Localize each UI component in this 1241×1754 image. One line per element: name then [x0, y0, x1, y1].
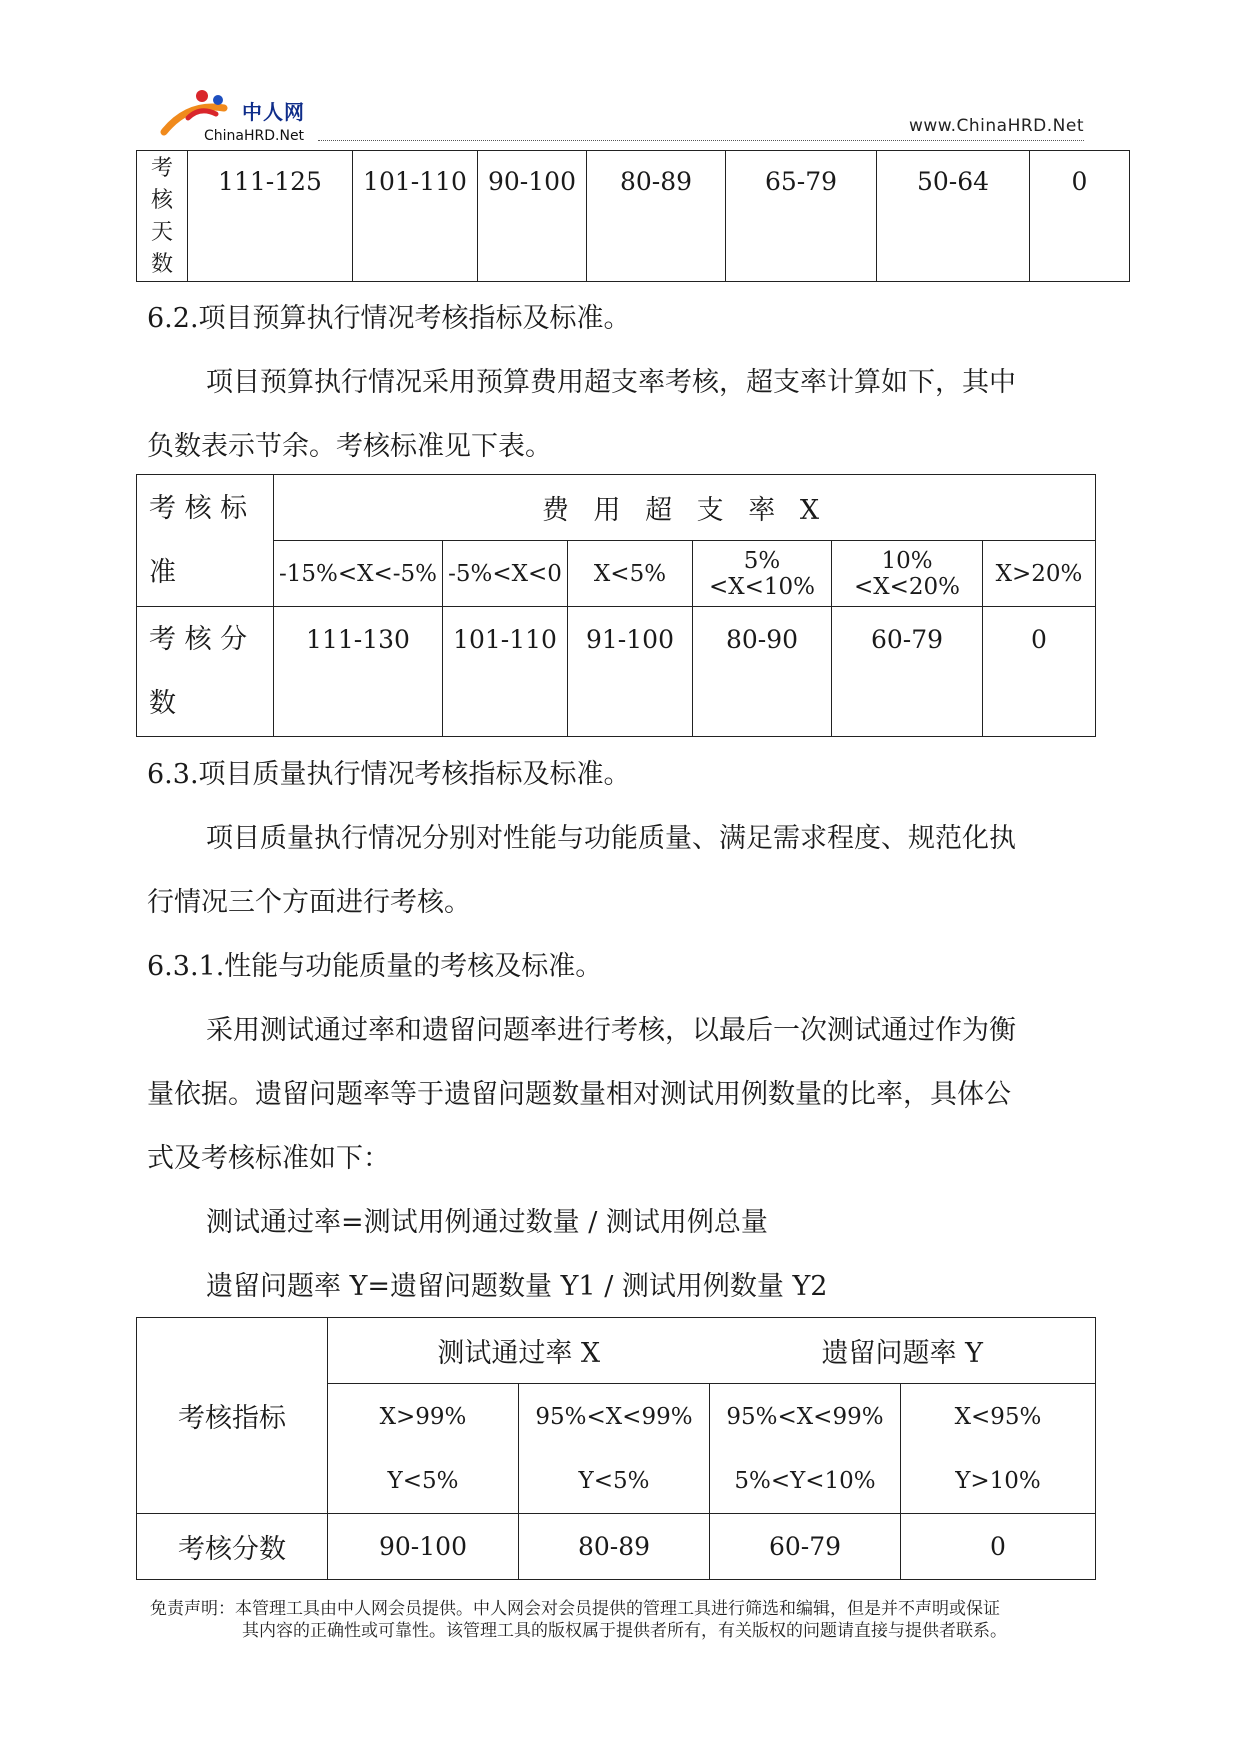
table-row [137, 151, 1130, 282]
cell-value: 101-110 [363, 167, 467, 196]
table-row [137, 541, 1096, 607]
disclaimer-footer [150, 1598, 1007, 1642]
cell-value: 90-100 [488, 167, 576, 196]
table-cell [901, 1514, 1096, 1580]
cell-value: 65-79 [764, 167, 838, 196]
range-value: 5%<X<10% [708, 547, 816, 600]
table-cell [568, 607, 693, 737]
x-range: X<95% [954, 1403, 1042, 1430]
y-range: Y<5% [578, 1467, 650, 1494]
table-cell [587, 151, 726, 282]
score-value: 0 [990, 1532, 1006, 1561]
table-cell [443, 607, 568, 737]
header-divider [318, 140, 1084, 141]
table-cell [693, 607, 832, 737]
y-range: Y>10% [955, 1467, 1041, 1494]
score-value: 80-90 [725, 625, 799, 654]
row-label: 考核天数 [150, 156, 173, 277]
logo-cn-text: 中人网 [242, 100, 305, 124]
header-y: 遗留问题率 Y [821, 1338, 983, 1369]
index-label-cell [137, 1318, 328, 1514]
header-x: 测试通过率 X [437, 1338, 601, 1369]
header-x-cell [328, 1318, 710, 1384]
table-cell [901, 1384, 1096, 1514]
score-value: 60-79 [768, 1532, 842, 1561]
table-cell [983, 541, 1096, 607]
cell-value: 0 [1071, 167, 1088, 196]
table-cell [710, 1384, 901, 1514]
cell-value: 111-125 [218, 167, 322, 196]
score-value: 91-100 [586, 625, 674, 654]
score-value: 60-79 [870, 625, 944, 654]
corner-label-line1: 考 核 标 [149, 492, 248, 524]
range-value: 10%<X<20% [853, 547, 961, 600]
table-cell [519, 1514, 710, 1580]
table-cell [443, 541, 568, 607]
cell-value: 80-89 [619, 167, 693, 196]
paragraph-line: 行情况三个方面进行考核。 [147, 887, 471, 918]
formula-defect-rate: 遗留问题率 Y=遗留问题数量 Y1 / 测试用例数量 Y2 [206, 1271, 828, 1302]
table-row [137, 1318, 1096, 1384]
table-cell [710, 1514, 901, 1580]
table-cell [519, 1384, 710, 1514]
page-header [148, 88, 1084, 144]
table-cell [693, 541, 832, 607]
range-value: -5%<X<0 [448, 560, 562, 587]
quality-score-table [136, 1317, 1096, 1580]
score-value: 0 [1031, 625, 1047, 654]
score-label-line1: 考 核 分 [149, 623, 248, 655]
chinahrd-logo [158, 88, 318, 144]
x-range: 95%<X<99% [726, 1403, 884, 1430]
table-cell [328, 1514, 519, 1580]
row-label-cell [137, 151, 188, 282]
score-value: 111-130 [306, 625, 410, 654]
section-heading-6-3-1: 6.3.1.性能与功能质量的考核及标准。 [147, 951, 603, 982]
disclaimer-line2: 其内容的正确性或可靠性。该管理工具的版权属于提供者所有，有关版权的问题请直接与提供者联系。 [242, 1621, 1007, 1641]
corner-cell [137, 475, 274, 607]
cell-value: 50-64 [916, 167, 990, 196]
range-value: -15%<X<-5% [278, 560, 438, 587]
table-cell [328, 1384, 519, 1514]
range-value: X>20% [995, 560, 1083, 587]
table-cell [832, 541, 983, 607]
score-label-cell [137, 1514, 328, 1580]
score-label-cell [137, 607, 274, 737]
site-url: www.ChinaHRD.Net [908, 116, 1084, 136]
disclaimer-line1: 免责声明：本管理工具由中人网会员提供。中人网会对会员提供的管理工具进行筛选和编辑，但是并不声明或保证 [150, 1599, 1000, 1619]
corner-label-line2: 准 [149, 556, 176, 588]
table-cell [353, 151, 478, 282]
table-cell [568, 541, 693, 607]
x-range: 95%<X<99% [535, 1403, 693, 1430]
index-label: 考核指标 [178, 1403, 286, 1434]
header-y-cell [710, 1318, 1096, 1384]
table-cell [832, 607, 983, 737]
score-value: 80-89 [577, 1532, 651, 1561]
table-cell [983, 607, 1096, 737]
logo-en-text: ChinaHRD.Net [204, 128, 305, 144]
table-row [137, 1514, 1096, 1580]
section-heading-6-2: 6.2.项目预算执行情况考核指标及标准。 [147, 303, 631, 334]
days-score-table [136, 150, 1130, 282]
overrun-header-cell [274, 475, 1096, 541]
x-range: X>99% [379, 1403, 467, 1430]
score-label-line2: 数 [149, 687, 176, 719]
overrun-header: 费 用 超 支 率 X [541, 495, 828, 526]
table-row [137, 475, 1096, 541]
table-cell [274, 607, 443, 737]
paragraph-line: 式及考核标准如下： [147, 1143, 390, 1174]
table-cell [274, 541, 443, 607]
range-value: X<5% [593, 560, 667, 587]
table-cell [478, 151, 587, 282]
budget-overrun-table [136, 474, 1096, 737]
score-value: 90-100 [379, 1532, 467, 1561]
paragraph-line: 采用测试通过率和遗留问题率进行考核，以最后一次测试通过作为衡 [206, 1015, 1016, 1046]
score-label: 考核分数 [178, 1534, 286, 1565]
paragraph-line: 量依据。遗留问题率等于遗留问题数量相对测试用例数量的比率，具体公 [147, 1079, 1011, 1110]
table-cell [188, 151, 353, 282]
formula-pass-rate: 测试通过率=测试用例通过数量 / 测试用例总量 [206, 1207, 768, 1238]
section-heading-6-3: 6.3.项目质量执行情况考核指标及标准。 [147, 759, 631, 790]
table-row [137, 607, 1096, 737]
paragraph-line: 负数表示节余。考核标准见下表。 [147, 431, 552, 462]
score-value: 101-110 [453, 625, 557, 654]
table-cell [1030, 151, 1130, 282]
paragraph-line: 项目质量执行情况分别对性能与功能质量、满足需求程度、规范化执 [206, 823, 1016, 854]
table-cell [726, 151, 877, 282]
paragraph-line: 项目预算执行情况采用预算费用超支率考核，超支率计算如下，其中 [206, 367, 1016, 398]
y-range: Y<5% [387, 1467, 459, 1494]
table-cell [877, 151, 1030, 282]
y-range: 5%<Y<10% [734, 1467, 876, 1494]
